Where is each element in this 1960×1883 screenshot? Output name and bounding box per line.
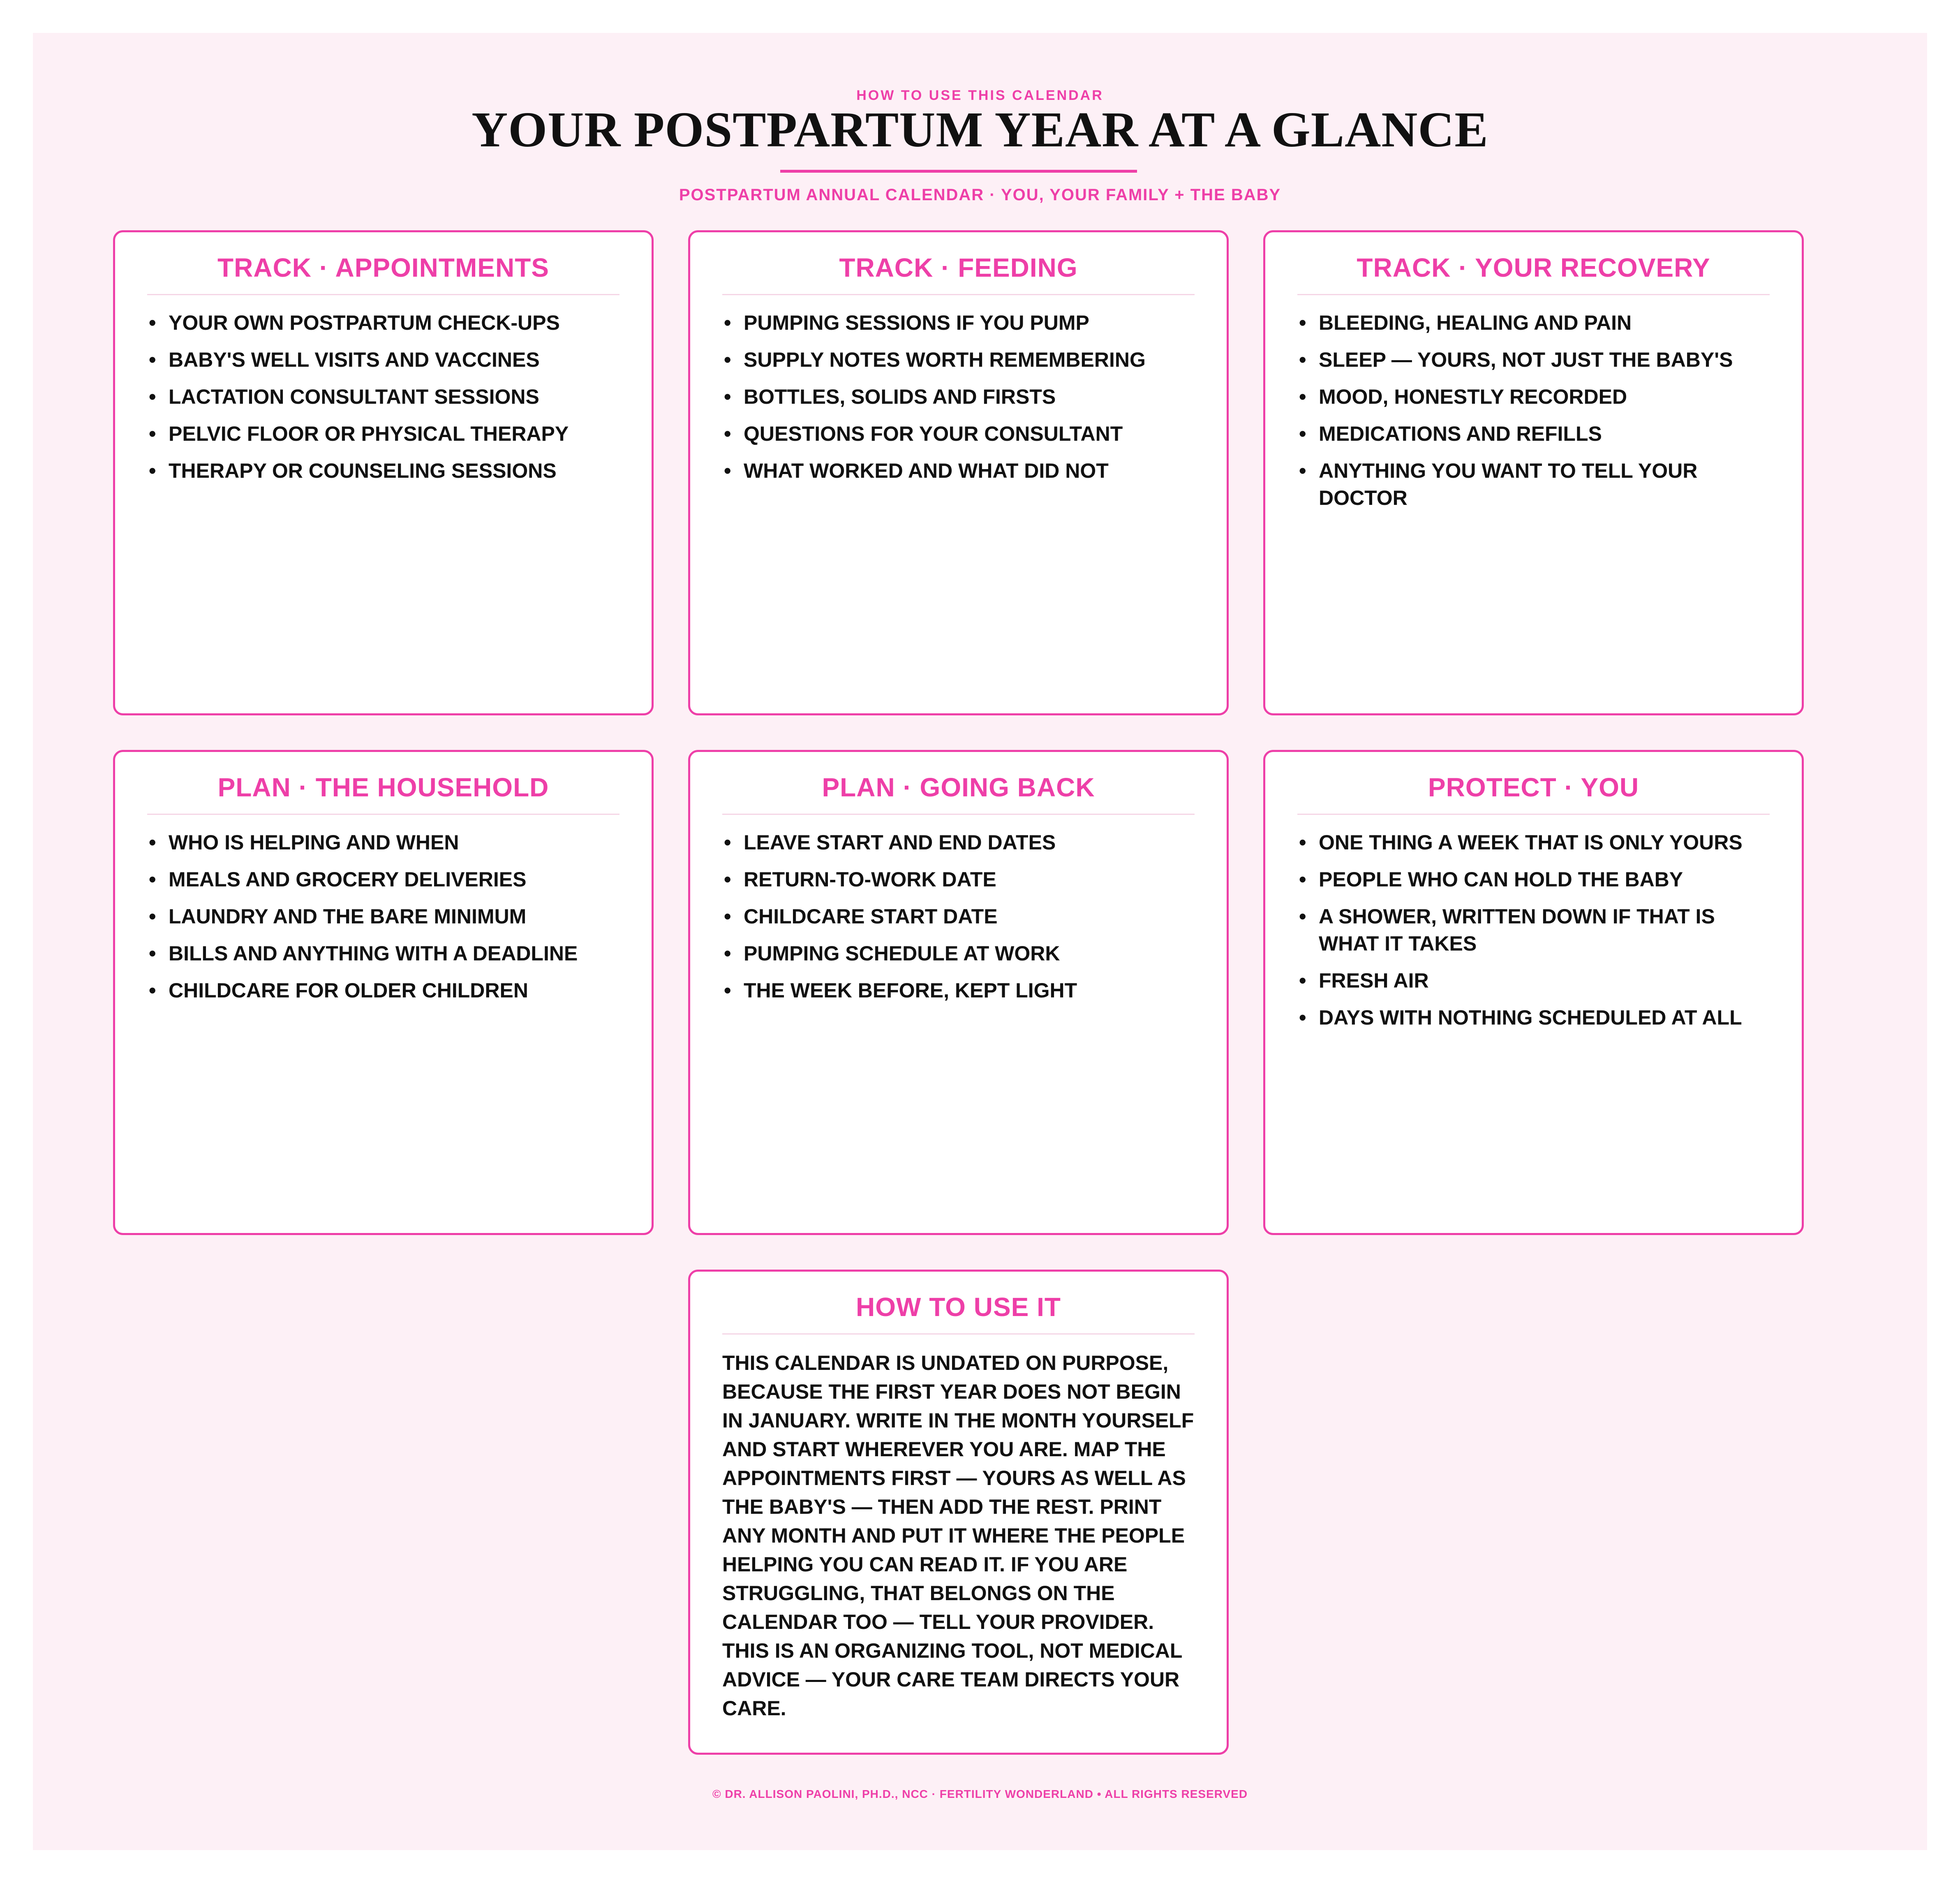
page-kicker: HOW TO USE THIS CALENDAR [856,88,1104,103]
card-list [722,829,1195,1004]
how-to-body: THIS CALENDAR IS UNDATED ON PURPOSE, BECAUSE THE FIRST YEAR DOES NOT BEGIN IN JANUARY. WRITE IN THE MONTH YOURSELF AND START WHEREVER YOU ARE. MAP THE APPOINTMENTS FIRST — YOURS AS WELL AS THE BABY'S — THEN ADD THE REST. PRINT ANY MONTH AND PUT IT WHERE THE PEOPLE HELPING YOU CAN READ IT. IF YOU ARE STRUGGLING, THAT BELONGS ON THE CALENDAR TOO — TELL YOUR PROVIDER. THIS IS AN ORGANIZING TOOL, NOT MEDICAL ADVICE — YOUR CARE TEAM DIRECTS YOUR CARE. [722,1351,1194,1720]
title-divider [780,170,1137,173]
card-title: TRACK · APPOINTMENTS [147,253,619,295]
list-item: • RETURN-TO-WORK DATE [722,866,1195,893]
list-item: • THE WEEK BEFORE, KEPT LIGHT [722,977,1195,1004]
list-item: • SLEEP — YOURS, NOT JUST THE BABY'S [1297,346,1770,373]
card-list [147,309,619,484]
list-item: • MEDICATIONS AND REFILLS [1297,420,1770,447]
list-item: • CHILDCARE START DATE [722,903,1195,930]
card-list [147,829,619,1004]
card-plan-going-back [688,750,1229,1235]
card-title: TRACK · FEEDING [722,253,1195,295]
card-title: PROTECT · YOU [1297,773,1770,815]
list-item: • BLEEDING, HEALING AND PAIN [1297,309,1770,336]
card-list [1297,309,1770,511]
list-item: • BABY'S WELL VISITS AND VACCINES [147,346,619,373]
list-item: • MEALS AND GROCERY DELIVERIES [147,866,619,893]
list-item: • WHO IS HELPING AND WHEN [147,829,619,856]
list-item: • QUESTIONS FOR YOUR CONSULTANT [722,420,1195,447]
copyright-footer: © DR. ALLISON PAOLINI, PH.D., NCC · FERTILITY WONDERLAND • ALL RIGHTS RESERVED [712,1788,1248,1800]
list-item: • MOOD, HONESTLY RECORDED [1297,383,1770,410]
list-item: • BOTTLES, SOLIDS AND FIRSTS [722,383,1195,410]
list-item: • PEOPLE WHO CAN HOLD THE BABY [1297,866,1770,893]
list-item: • LACTATION CONSULTANT SESSIONS [147,383,619,410]
card-title: PLAN · GOING BACK [722,773,1195,815]
list-item: • PUMPING SCHEDULE AT WORK [722,940,1195,967]
page-title: YOUR POSTPARTUM YEAR AT A GLANCE [472,102,1488,157]
card-protect-you [1263,750,1804,1235]
list-item: • CHILDCARE FOR OLDER CHILDREN [147,977,619,1004]
list-item: • DAYS WITH NOTHING SCHEDULED AT ALL [1297,1004,1770,1031]
card-list [1297,829,1770,1031]
list-item: • BILLS AND ANYTHING WITH A DEADLINE [147,940,619,967]
list-item: • LAUNDRY AND THE BARE MINIMUM [147,903,619,930]
calendar-page [33,33,1927,1850]
list-item: • YOUR OWN POSTPARTUM CHECK-UPS [147,309,619,336]
card-track-recovery [1263,230,1804,715]
list-item: • LEAVE START AND END DATES [722,829,1195,856]
card-title: TRACK · YOUR RECOVERY [1297,253,1770,295]
card-track-appointments [113,230,654,715]
card-track-feeding [688,230,1229,715]
list-item: • PUMPING SESSIONS IF YOU PUMP [722,309,1195,336]
list-item: • THERAPY OR COUNSELING SESSIONS [147,457,619,484]
card-title: PLAN · THE HOUSEHOLD [147,773,619,815]
list-item: • FRESH AIR [1297,967,1770,994]
card-list [722,309,1195,484]
card-plan-household [113,750,654,1235]
card-how-to-use [688,1270,1229,1755]
list-item: • WHAT WORKED AND WHAT DID NOT [722,457,1195,484]
page-subtitle: POSTPARTUM ANNUAL CALENDAR · YOU, YOUR FAMILY + THE BABY [679,186,1281,204]
list-item: • SUPPLY NOTES WORTH REMEMBERING [722,346,1195,373]
list-item: • A SHOWER, WRITTEN DOWN IF THAT IS WHAT IT TAKES [1297,903,1770,957]
card-title: HOW TO USE IT [722,1292,1195,1335]
list-item: • ANYTHING YOU WANT TO TELL YOUR DOCTOR [1297,457,1770,511]
list-item: • ONE THING A WEEK THAT IS ONLY YOURS [1297,829,1770,856]
list-item: • PELVIC FLOOR OR PHYSICAL THERAPY [147,420,619,447]
